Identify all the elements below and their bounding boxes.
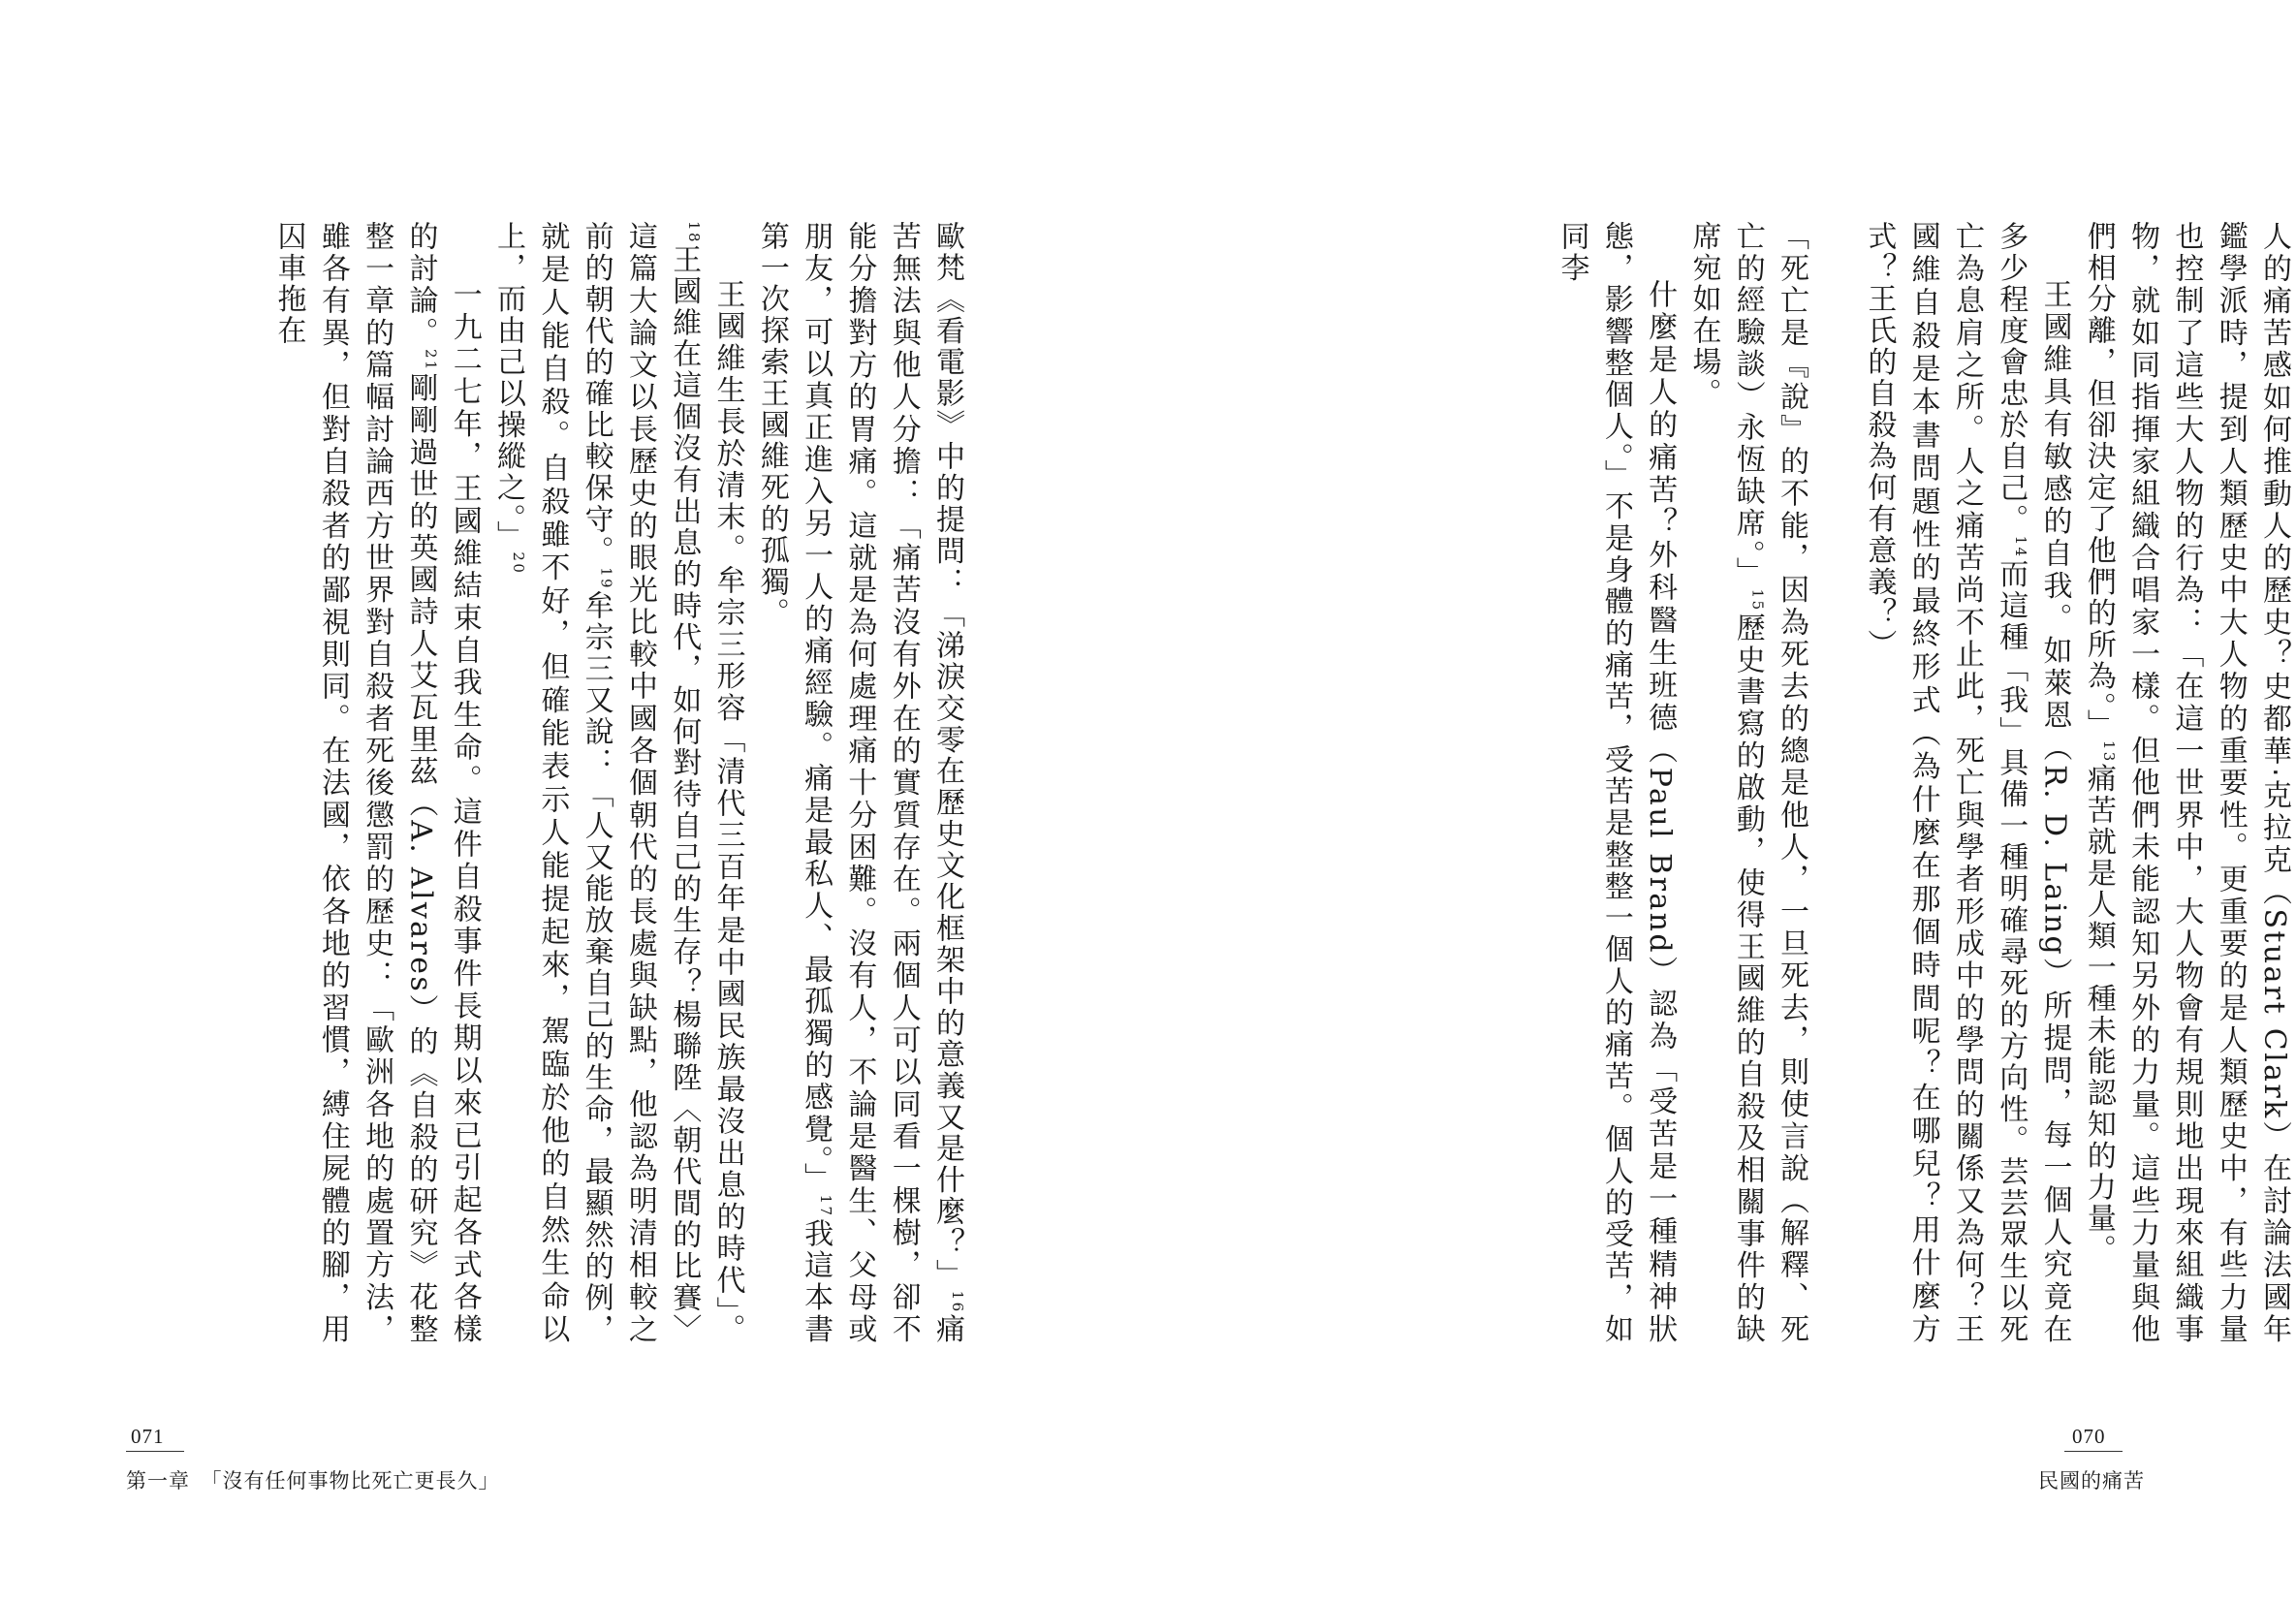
paragraph: 什麼是人的痛苦？外科醫生班德（Paul Brand）認為「受苦是一種精神狀態，影響整個人。」不是身體的痛苦，受苦是整整一個人的痛苦。個人的受苦，如同李 — [1555, 221, 1678, 1345]
right-page-body — [1409, 221, 2296, 1345]
page-number: 071 — [131, 1425, 165, 1448]
folio-rule — [126, 1451, 184, 1452]
footnote-marker[interactable]: 21 — [422, 348, 440, 372]
folio-rule — [2064, 1451, 2123, 1452]
footnote-marker[interactable]: 18 — [685, 221, 704, 244]
footnote-marker[interactable]: 20 — [510, 551, 528, 576]
left-page — [0, 0, 1130, 1603]
paragraph: 王國維具有敏感的自我。如萊恩（R. D. Laing）所提問，每一個人究竟在多少程度會忠於自己。$^{14}$而這種「我」具備一種明確尋死的方向性。芸芸眾生以死亡為息肩之所。人之痛苦尚不止此，死亡與學者形成中的學問的關係又為何？王國維自殺是本書問題性的最終形式（為什麼在那個時間呢？在哪兒？用什麼方式？王氏的自殺為何有意義？） — [1862, 221, 2072, 1346]
paragraph: 「死亡是『說』的不能，因為死去的總是他人，一旦死去，則使言說（解釋、死亡的經驗談）永恆缺席。」$^{15}$歷史書寫的啟動，使得王國維的自殺及相關事件的缺席宛如在場。 — [1686, 221, 1809, 1345]
footnote-marker[interactable]: 15 — [1748, 588, 1767, 613]
paragraph: 人的痛苦感如何推動人的歷史？史都華‧克拉克（Stuart Clark）在討論法國年鑑學派時，提到人類歷史中大人物的重要性。更重要的是人類歷史中，有些力量也控制了這些大人物的行為：「在這一世界中，大人物會有規則地出現來組織事物，就如同指揮家組織合唱家一樣。但他們未能認知另外的力量。這些力量與他們相分離，但卻決定了他們的所為。」$^{13}$痛苦就是人類一種未能認知的力量。 — [2081, 221, 2291, 1345]
right-page — [1130, 0, 2291, 1603]
running-head: 民國的痛苦 — [2038, 1469, 2145, 1493]
paragraph: 歐梵《看電影》中的提問：「涕淚交零在歷史文化框架中的意義又是什麼？」$^{16}$痛苦無法與他人分擔：「痛苦沒有外在的實質存在。兩個人可以同看一棵樹，卻不能分擔對方的胃痛。這就是為何處理痛十分困難。沒有人，不論是醫生、父母或朋友，可以真正進入另一人的痛經驗。痛是最私人、最孤獨的感覺。」$^{17}$我這本書第一次探索王國維死的孤獨。 — [754, 221, 966, 1345]
running-head: 第一章 「沒有任何事物比死亡更長久」 — [126, 1469, 500, 1493]
paragraph: 王國維生長於清末。牟宗三形容「清代三百年是中國民族最沒出息的時代」。$^{18}$王國維在這個沒有出息的時代，如何對待自己的生存？楊聯陞〈朝代間的比賽〉這篇大論文以長歷史的眼光比較中國各個朝代的長處與缺點，他認為明清相較之前的朝代的確比較保守。$^{19}$牟宗三又說：「人又能放棄自己的生命，最顯然的例，就是人能自殺。自殺雖不好，但確能表示人能提起來，駕臨於他的自然生命以上，而由己以操縱之。」$^{20}$ — [491, 221, 745, 1345]
left-page-body — [126, 221, 969, 1345]
page-number: 070 — [2072, 1425, 2106, 1448]
footnote-marker[interactable]: 16 — [949, 1290, 966, 1314]
paragraph: 一九二七年，王國維結束自我生命。這件自殺事件長期以來已引起各式各樣的討論。$^{21}$剛剛過世的英國詩人艾瓦里茲（A. Alvares）的《自殺的研究》花整整一章的篇幅討論西方世界對自殺者死後懲罰的歷史：「歐洲各地的處置方法，雖各有異，但對自殺者的鄙視則同。在法國，依各地的習慣，縛住屍體的腳，用囚車拖在 — [271, 221, 482, 1345]
footnote-marker[interactable]: 19 — [597, 567, 615, 590]
footnote-marker[interactable]: 13 — [2099, 739, 2118, 764]
footnote-marker[interactable]: 14 — [2012, 535, 2030, 559]
footnote-marker[interactable]: 17 — [817, 1194, 835, 1218]
